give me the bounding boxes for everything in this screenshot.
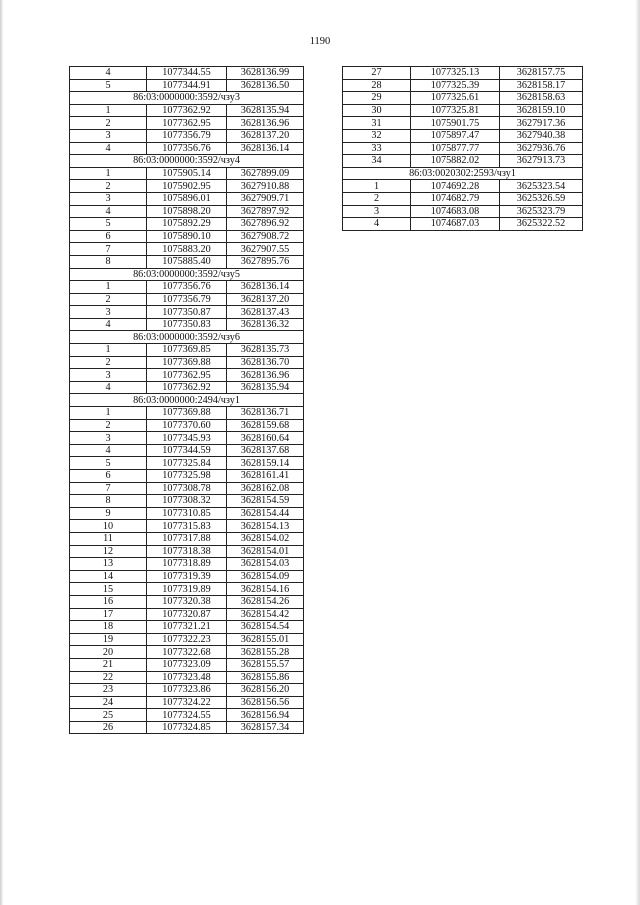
y-coordinate-cell: 3627908.72 (227, 230, 304, 243)
y-coordinate-cell: 3628136.50 (227, 79, 304, 92)
table-row (70, 646, 304, 659)
point-number-cell: 25 (70, 709, 147, 722)
parcel-cadastral-number: 86:03:0000000:2494/чзу1 (70, 394, 304, 407)
x-coordinate-cell: 1077325.39 (411, 79, 500, 92)
table-row (70, 243, 304, 256)
table-row (70, 495, 304, 508)
table-row (70, 696, 304, 709)
table-row (343, 104, 583, 117)
x-coordinate-cell: 1077308.78 (147, 482, 227, 495)
y-coordinate-cell: 3625323.79 (500, 205, 583, 218)
point-number-cell: 6 (70, 230, 147, 243)
x-coordinate-cell: 1075882.02 (411, 155, 500, 168)
x-coordinate-cell: 1077350.83 (147, 318, 227, 331)
x-coordinate-cell: 1075902.95 (147, 180, 227, 193)
point-number-cell: 29 (343, 92, 411, 105)
x-coordinate-cell: 1077325.98 (147, 470, 227, 483)
y-coordinate-cell: 3628154.42 (227, 608, 304, 621)
table-row (343, 192, 583, 205)
point-number-cell: 1 (70, 281, 147, 294)
x-coordinate-cell: 1075890.10 (147, 230, 227, 243)
point-number-cell: 3 (343, 205, 411, 218)
point-number-cell: 5 (70, 457, 147, 470)
y-coordinate-cell: 3628154.13 (227, 520, 304, 533)
y-coordinate-cell: 3628154.02 (227, 532, 304, 545)
point-number-cell: 14 (70, 570, 147, 583)
point-number-cell: 12 (70, 545, 147, 558)
y-coordinate-cell: 3628154.03 (227, 558, 304, 571)
table-row (70, 344, 304, 357)
x-coordinate-cell: 1077356.79 (147, 293, 227, 306)
x-coordinate-cell: 1077362.92 (147, 104, 227, 117)
point-number-cell: 30 (343, 104, 411, 117)
y-coordinate-cell: 3628156.20 (227, 684, 304, 697)
y-coordinate-cell: 3627907.55 (227, 243, 304, 256)
point-number-cell: 17 (70, 608, 147, 621)
point-number-cell: 4 (70, 318, 147, 331)
table-row (70, 570, 304, 583)
y-coordinate-cell: 3628137.68 (227, 444, 304, 457)
parcel-header-row (70, 92, 304, 105)
table-row (343, 180, 583, 193)
scan-edge-left (0, 0, 3, 905)
x-coordinate-cell: 1075896.01 (147, 192, 227, 205)
point-number-cell: 1 (70, 407, 147, 420)
y-coordinate-cell: 3628162.08 (227, 482, 304, 495)
point-number-cell: 15 (70, 583, 147, 596)
point-number-cell: 2 (70, 117, 147, 130)
point-number-cell: 1 (70, 104, 147, 117)
point-number-cell: 1 (343, 180, 411, 193)
table-row (70, 407, 304, 420)
point-number-cell: 2 (70, 293, 147, 306)
y-coordinate-cell: 3628154.09 (227, 570, 304, 583)
point-number-cell: 20 (70, 646, 147, 659)
point-number-cell: 8 (70, 255, 147, 268)
point-number-cell: 2 (70, 419, 147, 432)
y-coordinate-cell: 3628155.57 (227, 658, 304, 671)
x-coordinate-cell: 1077362.95 (147, 117, 227, 130)
page-number: 1190 (309, 36, 331, 47)
point-number-cell: 4 (70, 205, 147, 218)
y-coordinate-cell: 3628159.68 (227, 419, 304, 432)
x-coordinate-cell: 1077325.84 (147, 457, 227, 470)
y-coordinate-cell: 3628154.59 (227, 495, 304, 508)
point-number-cell: 2 (70, 180, 147, 193)
table-row (70, 419, 304, 432)
point-number-cell: 6 (70, 470, 147, 483)
point-number-cell: 33 (343, 142, 411, 155)
table-row (70, 583, 304, 596)
table-row (343, 155, 583, 168)
point-number-cell: 16 (70, 595, 147, 608)
table-row (70, 608, 304, 621)
point-number-cell: 24 (70, 696, 147, 709)
y-coordinate-cell: 3627895.76 (227, 255, 304, 268)
y-coordinate-cell: 3625323.54 (500, 180, 583, 193)
x-coordinate-cell: 1077317.88 (147, 532, 227, 545)
x-coordinate-cell: 1077369.88 (147, 356, 227, 369)
x-coordinate-cell: 1077315.83 (147, 520, 227, 533)
table-row (70, 218, 304, 231)
point-number-cell: 22 (70, 671, 147, 684)
y-coordinate-cell: 3628154.26 (227, 595, 304, 608)
point-number-cell: 4 (70, 381, 147, 394)
point-number-cell: 31 (343, 117, 411, 130)
parcel-cadastral-number: 86:03:0000000:3592/чзу5 (70, 268, 304, 281)
table-row (70, 595, 304, 608)
table-row (343, 117, 583, 130)
point-number-cell: 13 (70, 558, 147, 571)
point-number-cell: 21 (70, 658, 147, 671)
y-coordinate-cell: 3628137.20 (227, 293, 304, 306)
y-coordinate-cell: 3628154.54 (227, 621, 304, 634)
y-coordinate-cell: 3628154.44 (227, 507, 304, 520)
y-coordinate-cell: 3628158.17 (500, 79, 583, 92)
y-coordinate-cell: 3628159.10 (500, 104, 583, 117)
scan-edge-right (636, 0, 640, 905)
table-row (343, 67, 583, 80)
table-row (70, 532, 304, 545)
y-coordinate-cell: 3627896.92 (227, 218, 304, 231)
point-number-cell: 3 (70, 129, 147, 142)
parcel-cadastral-number: 86:03:0000000:3592/чзу3 (70, 92, 304, 105)
point-number-cell: 32 (343, 129, 411, 142)
y-coordinate-cell: 3628136.99 (227, 67, 304, 80)
x-coordinate-cell: 1077344.91 (147, 79, 227, 92)
x-coordinate-cell: 1077350.87 (147, 306, 227, 319)
y-coordinate-cell: 3627897.92 (227, 205, 304, 218)
point-number-cell: 3 (70, 369, 147, 382)
x-coordinate-cell: 1077318.89 (147, 558, 227, 571)
y-coordinate-cell: 3628155.28 (227, 646, 304, 659)
x-coordinate-cell: 1077324.22 (147, 696, 227, 709)
parcel-header-row (70, 394, 304, 407)
x-coordinate-cell: 1075885.40 (147, 255, 227, 268)
table-row (70, 356, 304, 369)
table-row (70, 192, 304, 205)
point-number-cell: 4 (70, 67, 147, 80)
y-coordinate-cell: 3627910.88 (227, 180, 304, 193)
y-coordinate-cell: 3628160.64 (227, 432, 304, 445)
table-row (70, 633, 304, 646)
x-coordinate-cell: 1077310.85 (147, 507, 227, 520)
x-coordinate-cell: 1077322.68 (147, 646, 227, 659)
x-coordinate-cell: 1077308.32 (147, 495, 227, 508)
point-number-cell: 27 (343, 67, 411, 80)
x-coordinate-cell: 1077345.93 (147, 432, 227, 445)
y-coordinate-cell: 3627913.73 (500, 155, 583, 168)
table-row (70, 117, 304, 130)
y-coordinate-cell: 3628154.01 (227, 545, 304, 558)
y-coordinate-cell: 3628155.86 (227, 671, 304, 684)
table-row (70, 129, 304, 142)
table-row (70, 482, 304, 495)
point-number-cell: 3 (70, 192, 147, 205)
parcel-header-row (70, 155, 304, 168)
y-coordinate-cell: 3627936.76 (500, 142, 583, 155)
parcel-header-row (70, 268, 304, 281)
y-coordinate-cell: 3628156.56 (227, 696, 304, 709)
table-row (70, 721, 304, 734)
x-coordinate-cell: 1077325.81 (411, 104, 500, 117)
table-row (70, 671, 304, 684)
parcel-cadastral-number: 86:03:0020302:2593/чзу1 (343, 167, 583, 180)
table-row (343, 205, 583, 218)
table-row (343, 142, 583, 155)
y-coordinate-cell: 3628135.73 (227, 344, 304, 357)
point-number-cell: 4 (70, 444, 147, 457)
point-number-cell: 1 (70, 167, 147, 180)
x-coordinate-cell: 1075877.77 (411, 142, 500, 155)
x-coordinate-cell: 1077362.92 (147, 381, 227, 394)
table-row (70, 558, 304, 571)
x-coordinate-cell: 1077320.38 (147, 595, 227, 608)
x-coordinate-cell: 1075897.47 (411, 129, 500, 142)
point-number-cell: 34 (343, 155, 411, 168)
table-row (70, 432, 304, 445)
point-number-cell: 18 (70, 621, 147, 634)
x-coordinate-cell: 1077323.09 (147, 658, 227, 671)
table-row (70, 507, 304, 520)
x-coordinate-cell: 1077323.86 (147, 684, 227, 697)
y-coordinate-cell: 3628136.14 (227, 142, 304, 155)
x-coordinate-cell: 1077325.61 (411, 92, 500, 105)
table-row (70, 104, 304, 117)
table-row (70, 709, 304, 722)
x-coordinate-cell: 1075892.29 (147, 218, 227, 231)
x-coordinate-cell: 1077344.59 (147, 444, 227, 457)
x-coordinate-cell: 1077369.88 (147, 407, 227, 420)
table-row (70, 318, 304, 331)
y-coordinate-cell: 3628157.75 (500, 67, 583, 80)
point-number-cell: 11 (70, 532, 147, 545)
x-coordinate-cell: 1077356.79 (147, 129, 227, 142)
x-coordinate-cell: 1077356.76 (147, 142, 227, 155)
x-coordinate-cell: 1077369.85 (147, 344, 227, 357)
point-number-cell: 8 (70, 495, 147, 508)
table-row (70, 142, 304, 155)
parcel-cadastral-number: 86:03:0000000:3592/чзу4 (70, 155, 304, 168)
table-row (70, 381, 304, 394)
table-row (70, 457, 304, 470)
table-row (70, 67, 304, 80)
x-coordinate-cell: 1077320.87 (147, 608, 227, 621)
x-coordinate-cell: 1077319.39 (147, 570, 227, 583)
parcel-header-row (343, 167, 583, 180)
table-row (70, 621, 304, 634)
y-coordinate-cell: 3628156.94 (227, 709, 304, 722)
table-row (70, 520, 304, 533)
y-coordinate-cell: 3628136.96 (227, 117, 304, 130)
x-coordinate-cell: 1077325.13 (411, 67, 500, 80)
y-coordinate-cell: 3628136.32 (227, 318, 304, 331)
coordinates-table-right (342, 66, 583, 231)
table-row (70, 684, 304, 697)
x-coordinate-cell: 1077321.21 (147, 621, 227, 634)
point-number-cell: 26 (70, 721, 147, 734)
table-row (343, 79, 583, 92)
y-coordinate-cell: 3627917.36 (500, 117, 583, 130)
y-coordinate-cell: 3625322.52 (500, 218, 583, 231)
y-coordinate-cell: 3628136.71 (227, 407, 304, 420)
table-row (70, 306, 304, 319)
table-row (343, 218, 583, 231)
y-coordinate-cell: 3628136.14 (227, 281, 304, 294)
point-number-cell: 9 (70, 507, 147, 520)
point-number-cell: 4 (70, 142, 147, 155)
x-coordinate-cell: 1077356.76 (147, 281, 227, 294)
point-number-cell: 5 (70, 79, 147, 92)
y-coordinate-cell: 3628154.16 (227, 583, 304, 596)
x-coordinate-cell: 1075898.20 (147, 205, 227, 218)
y-coordinate-cell: 3628136.96 (227, 369, 304, 382)
x-coordinate-cell: 1077324.85 (147, 721, 227, 734)
x-coordinate-cell: 1077319.89 (147, 583, 227, 596)
x-coordinate-cell: 1077323.48 (147, 671, 227, 684)
y-coordinate-cell: 3627899.09 (227, 167, 304, 180)
x-coordinate-cell: 1077324.55 (147, 709, 227, 722)
table-row (70, 79, 304, 92)
point-number-cell: 2 (70, 356, 147, 369)
table-row (70, 545, 304, 558)
table-row (70, 205, 304, 218)
y-coordinate-cell: 3625326.59 (500, 192, 583, 205)
point-number-cell: 23 (70, 684, 147, 697)
y-coordinate-cell: 3628158.63 (500, 92, 583, 105)
x-coordinate-cell: 1077362.95 (147, 369, 227, 382)
parcel-header-row (70, 331, 304, 344)
y-coordinate-cell: 3627909.71 (227, 192, 304, 205)
y-coordinate-cell: 3628136.70 (227, 356, 304, 369)
table-row (70, 444, 304, 457)
y-coordinate-cell: 3628155.01 (227, 633, 304, 646)
table-row (70, 369, 304, 382)
point-number-cell: 2 (343, 192, 411, 205)
x-coordinate-cell: 1075905.14 (147, 167, 227, 180)
x-coordinate-cell: 1077322.23 (147, 633, 227, 646)
point-number-cell: 3 (70, 432, 147, 445)
point-number-cell: 19 (70, 633, 147, 646)
y-coordinate-cell: 3628135.94 (227, 104, 304, 117)
x-coordinate-cell: 1075883.20 (147, 243, 227, 256)
y-coordinate-cell: 3628161.41 (227, 470, 304, 483)
x-coordinate-cell: 1074682.79 (411, 192, 500, 205)
table-row (70, 470, 304, 483)
point-number-cell: 4 (343, 218, 411, 231)
x-coordinate-cell: 1075901.75 (411, 117, 500, 130)
y-coordinate-cell: 3628137.20 (227, 129, 304, 142)
x-coordinate-cell: 1077344.55 (147, 67, 227, 80)
y-coordinate-cell: 3628157.34 (227, 721, 304, 734)
y-coordinate-cell: 3627940.38 (500, 129, 583, 142)
table-row (70, 658, 304, 671)
point-number-cell: 7 (70, 243, 147, 256)
point-number-cell: 10 (70, 520, 147, 533)
table-row (70, 230, 304, 243)
x-coordinate-cell: 1074683.08 (411, 205, 500, 218)
coordinates-table-left (69, 66, 304, 734)
point-number-cell: 3 (70, 306, 147, 319)
x-coordinate-cell: 1074687.03 (411, 218, 500, 231)
point-number-cell: 1 (70, 344, 147, 357)
table-row (70, 180, 304, 193)
point-number-cell: 28 (343, 79, 411, 92)
point-number-cell: 5 (70, 218, 147, 231)
y-coordinate-cell: 3628159.14 (227, 457, 304, 470)
table-row (70, 281, 304, 294)
parcel-cadastral-number: 86:03:0000000:3592/чзу6 (70, 331, 304, 344)
table-row (70, 293, 304, 306)
y-coordinate-cell: 3628135.94 (227, 381, 304, 394)
y-coordinate-cell: 3628137.43 (227, 306, 304, 319)
x-coordinate-cell: 1077318.38 (147, 545, 227, 558)
table-row (343, 92, 583, 105)
table-row (70, 167, 304, 180)
table-row (343, 129, 583, 142)
x-coordinate-cell: 1077370.60 (147, 419, 227, 432)
table-row (70, 255, 304, 268)
x-coordinate-cell: 1074692.28 (411, 180, 500, 193)
point-number-cell: 7 (70, 482, 147, 495)
